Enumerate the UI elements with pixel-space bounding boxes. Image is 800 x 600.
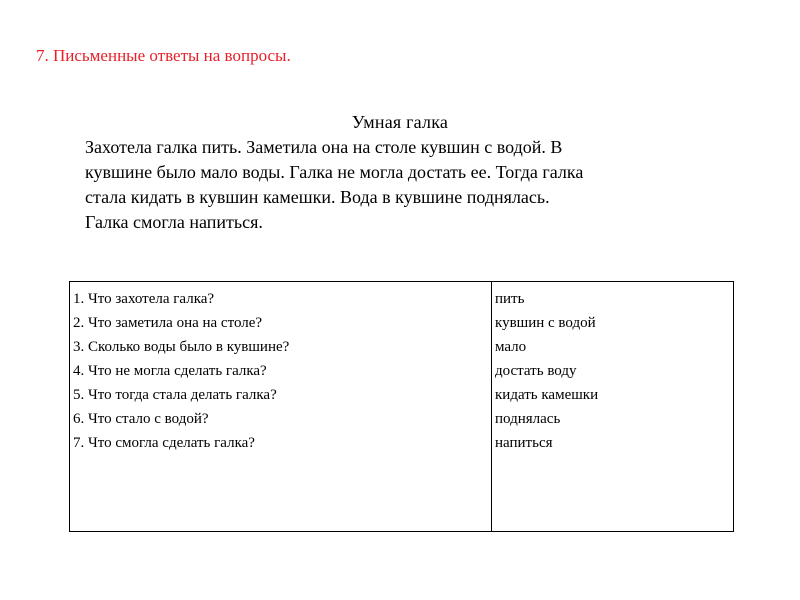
question-item: 4. Что не могла сделать галка? — [73, 363, 267, 379]
answers-column — [492, 282, 733, 531]
answer-item: мало — [495, 339, 527, 355]
answer-item: кидать камешки — [495, 387, 599, 403]
story-line: стала кидать в кувшин камешки. Вода в кувшине поднялась. — [85, 187, 550, 207]
story-line: Захотела галка пить. Заметила она на столе кувшин с водой. В — [85, 137, 563, 157]
story-line: Галка смогла напиться. — [85, 212, 263, 232]
section-heading: 7. Письменные ответы на вопросы. — [36, 46, 291, 65]
story-line: кувшине было мало воды. Галка не могла достать ее. Тогда галка — [85, 162, 584, 182]
questions-column — [70, 282, 492, 531]
story-title: Умная галка — [351, 112, 449, 132]
question-item: 5. Что тогда стала делать галка? — [73, 387, 277, 403]
question-item: 6. Что стало с водой? — [73, 411, 209, 427]
answer-item: достать воду — [495, 363, 577, 379]
question-item: 1. Что захотела галка? — [73, 291, 215, 307]
question-item: 3. Сколько воды было в кувшине? — [73, 339, 290, 355]
questions-answers-table — [69, 281, 734, 532]
story-text — [85, 135, 725, 235]
question-item: 2. Что заметила она на столе? — [73, 315, 263, 331]
answer-item: напиться — [495, 435, 553, 451]
answer-item: поднялась — [495, 411, 561, 427]
answer-item: пить — [495, 291, 525, 307]
question-item: 7. Что смогла сделать галка? — [73, 435, 255, 451]
answer-item: кувшин с водой — [495, 315, 596, 331]
